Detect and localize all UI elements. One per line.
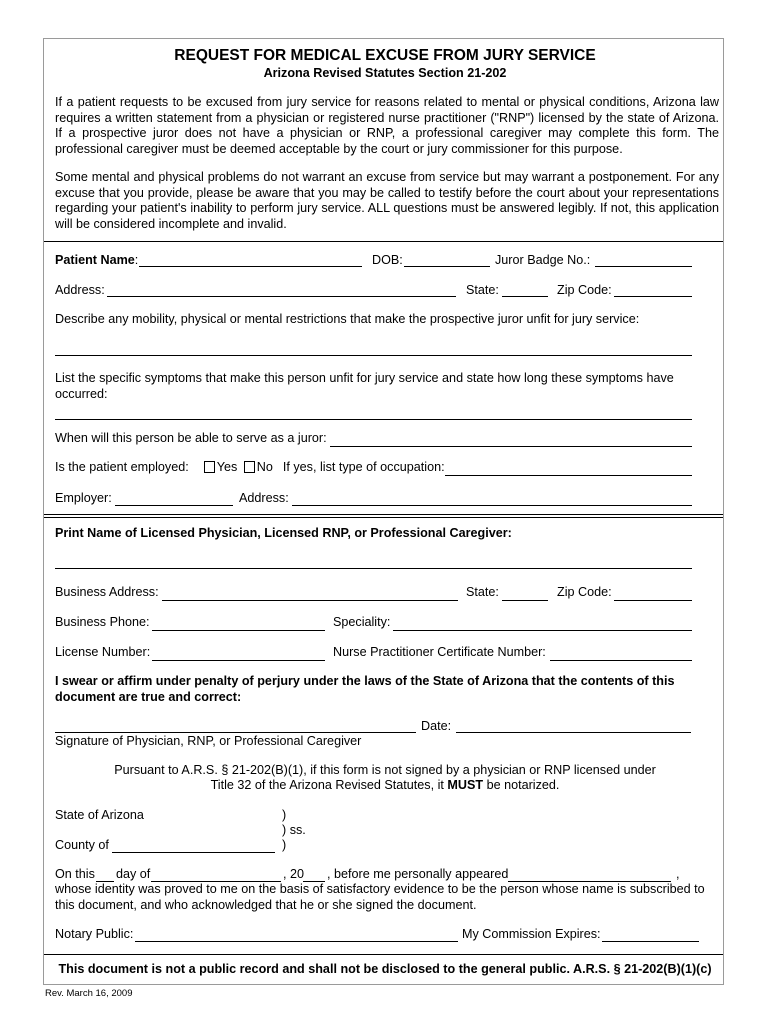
patient-name-field[interactable] xyxy=(139,266,362,267)
employment-row xyxy=(55,460,445,474)
employed-label: Is the patient employed: xyxy=(55,460,189,474)
business-state-field[interactable] xyxy=(502,600,548,601)
business-address-label: Business Address: xyxy=(55,585,159,599)
appeared-comma: , xyxy=(676,867,680,881)
provider-heading: Print Name of Licensed Physician, Licensed RNP, or Professional Caregiver: xyxy=(55,526,512,540)
patient-address-field[interactable] xyxy=(107,296,456,297)
pursuant-line-1: Pursuant to A.R.S. § 21-202(B)(1), if this form is not signed by a physician or RNP licensed under xyxy=(114,763,656,777)
employed-yes-checkbox[interactable] xyxy=(204,461,215,473)
notary-state-label: State of Arizona xyxy=(55,808,144,822)
confidentiality-notice: This document is not a public record and shall not be disclosed to the general public. A.R.S. § 21-202(B)(1)(c) xyxy=(58,962,712,976)
employed-no-checkbox[interactable] xyxy=(244,461,255,473)
section-divider-mid-2 xyxy=(44,517,723,518)
business-zip-field[interactable] xyxy=(614,600,692,601)
dob-label: DOB: xyxy=(372,253,403,267)
speciality-field[interactable] xyxy=(393,630,692,631)
notary-county-field[interactable] xyxy=(112,852,275,853)
notary-paren-top: ) xyxy=(282,808,287,822)
day-of-label: day of xyxy=(116,867,151,881)
intro-paragraph-1: If a patient requests to be excused from jury service for reasons related to mental or physical conditions, Arizona law requires a written statement from a physician or registered nurse practitioner ("RNP") licensed by the state of Arizona. If a prospective juror does not have a physician or RNP, a professional caregiver may complete this form. The professional caregiver must be deemed acceptable by the court or jury commissioner for this purpose. xyxy=(55,95,719,156)
license-number-label: License Number: xyxy=(55,645,151,659)
signature-caption: Signature of Physician, RNP, or Professional Caregiver xyxy=(55,734,362,748)
patient-name-label: Patient Name: xyxy=(55,253,139,267)
license-number-field[interactable] xyxy=(152,660,325,661)
identity-line-1: whose identity was proved to me on the basis of satisfactory evidence to be the person whose name is subscribed to xyxy=(55,882,705,896)
restrictions-field[interactable] xyxy=(55,355,692,356)
restrictions-label: Describe any mobility, physical or mental restrictions that make the prospective juror unfit for jury service: xyxy=(55,312,640,326)
patient-zip-field[interactable] xyxy=(614,296,692,297)
commission-expires-label: My Commission Expires: xyxy=(462,927,601,941)
serve-date-field[interactable] xyxy=(330,446,692,447)
signature-date-field[interactable] xyxy=(456,732,691,733)
oath-statement: I swear or affirm under penalty of perjury under the laws of the State of Arizona that the contents of this document are true and correct: xyxy=(55,674,675,704)
business-phone-label: Business Phone: xyxy=(55,615,150,629)
provider-name-field[interactable] xyxy=(55,568,692,569)
notary-public-field[interactable] xyxy=(135,941,458,942)
signature-date-label: Date: xyxy=(421,719,452,733)
employed-yes-label: Yes xyxy=(216,460,238,474)
occupation-field[interactable] xyxy=(445,475,692,476)
serve-date-label: When will this person be able to serve as a juror: xyxy=(55,431,327,445)
before-me-label: , before me personally appeared xyxy=(327,867,509,881)
section-divider-bottom xyxy=(44,954,723,955)
patient-state-field[interactable] xyxy=(502,296,548,297)
patient-address-label: Address: xyxy=(55,283,105,297)
notary-ss-label: ) ss. xyxy=(282,823,306,837)
juror-badge-label: Juror Badge No.: xyxy=(495,253,591,267)
notary-paren-bottom: ) xyxy=(282,838,287,852)
patient-state-label: State: xyxy=(466,283,499,297)
notary-public-label: Notary Public: xyxy=(55,927,134,941)
np-certificate-field[interactable] xyxy=(550,660,692,661)
commission-expires-field[interactable] xyxy=(602,941,699,942)
form-subtitle: Arizona Revised Statutes Section 21-202 xyxy=(263,66,507,80)
business-phone-field[interactable] xyxy=(152,630,325,631)
patient-zip-label: Zip Code: xyxy=(557,283,612,297)
business-address-field[interactable] xyxy=(162,600,458,601)
employer-label: Employer: xyxy=(55,491,112,505)
employed-no-label: No xyxy=(256,460,273,474)
notary-county-label: County of xyxy=(55,838,109,852)
speciality-label: Speciality: xyxy=(333,615,391,629)
pursuant-line-2: Title 32 of the Arizona Revised Statutes, it MUST be notarized. xyxy=(210,778,560,792)
employer-address-field[interactable] xyxy=(292,505,692,506)
section-divider-mid-1 xyxy=(44,514,723,515)
identity-line-2: this document, and who acknowledged that he or she signed the document. xyxy=(55,898,477,912)
business-state-label: State: xyxy=(466,585,499,599)
form-title: REQUEST FOR MEDICAL EXCUSE FROM JURY SERVICE xyxy=(174,47,596,64)
signature-field[interactable] xyxy=(55,732,416,733)
business-zip-label: Zip Code: xyxy=(557,585,612,599)
intro-paragraph-2: Some mental and physical problems do not warrant an excuse from service but may warrant a postponement. For any excuse that you provide, please be aware that you may be called to testify before the court about your representations regarding your patient's inability to perform jury service. ALL questions must be answered legibly. If not, this application will be considered incomplete and invalid. xyxy=(55,170,719,231)
dob-field[interactable] xyxy=(404,266,490,267)
occupation-label: If yes, list type of occupation: xyxy=(282,460,445,474)
juror-badge-field[interactable] xyxy=(595,266,692,267)
on-this-label: On this xyxy=(55,867,95,881)
employer-address-label: Address: xyxy=(239,491,289,505)
year-prefix-label: , 20 xyxy=(283,867,305,881)
employer-field[interactable] xyxy=(115,505,233,506)
must-emphasis: MUST xyxy=(447,778,484,792)
np-certificate-label: Nurse Practitioner Certificate Number: xyxy=(333,645,546,659)
symptoms-label: List the specific symptoms that make this person unfit for jury service and state how long these symptoms have occurred: xyxy=(55,371,674,401)
section-divider-top xyxy=(44,241,723,242)
revision-date: Rev. March 16, 2009 xyxy=(45,988,133,999)
symptoms-field[interactable] xyxy=(55,419,692,420)
